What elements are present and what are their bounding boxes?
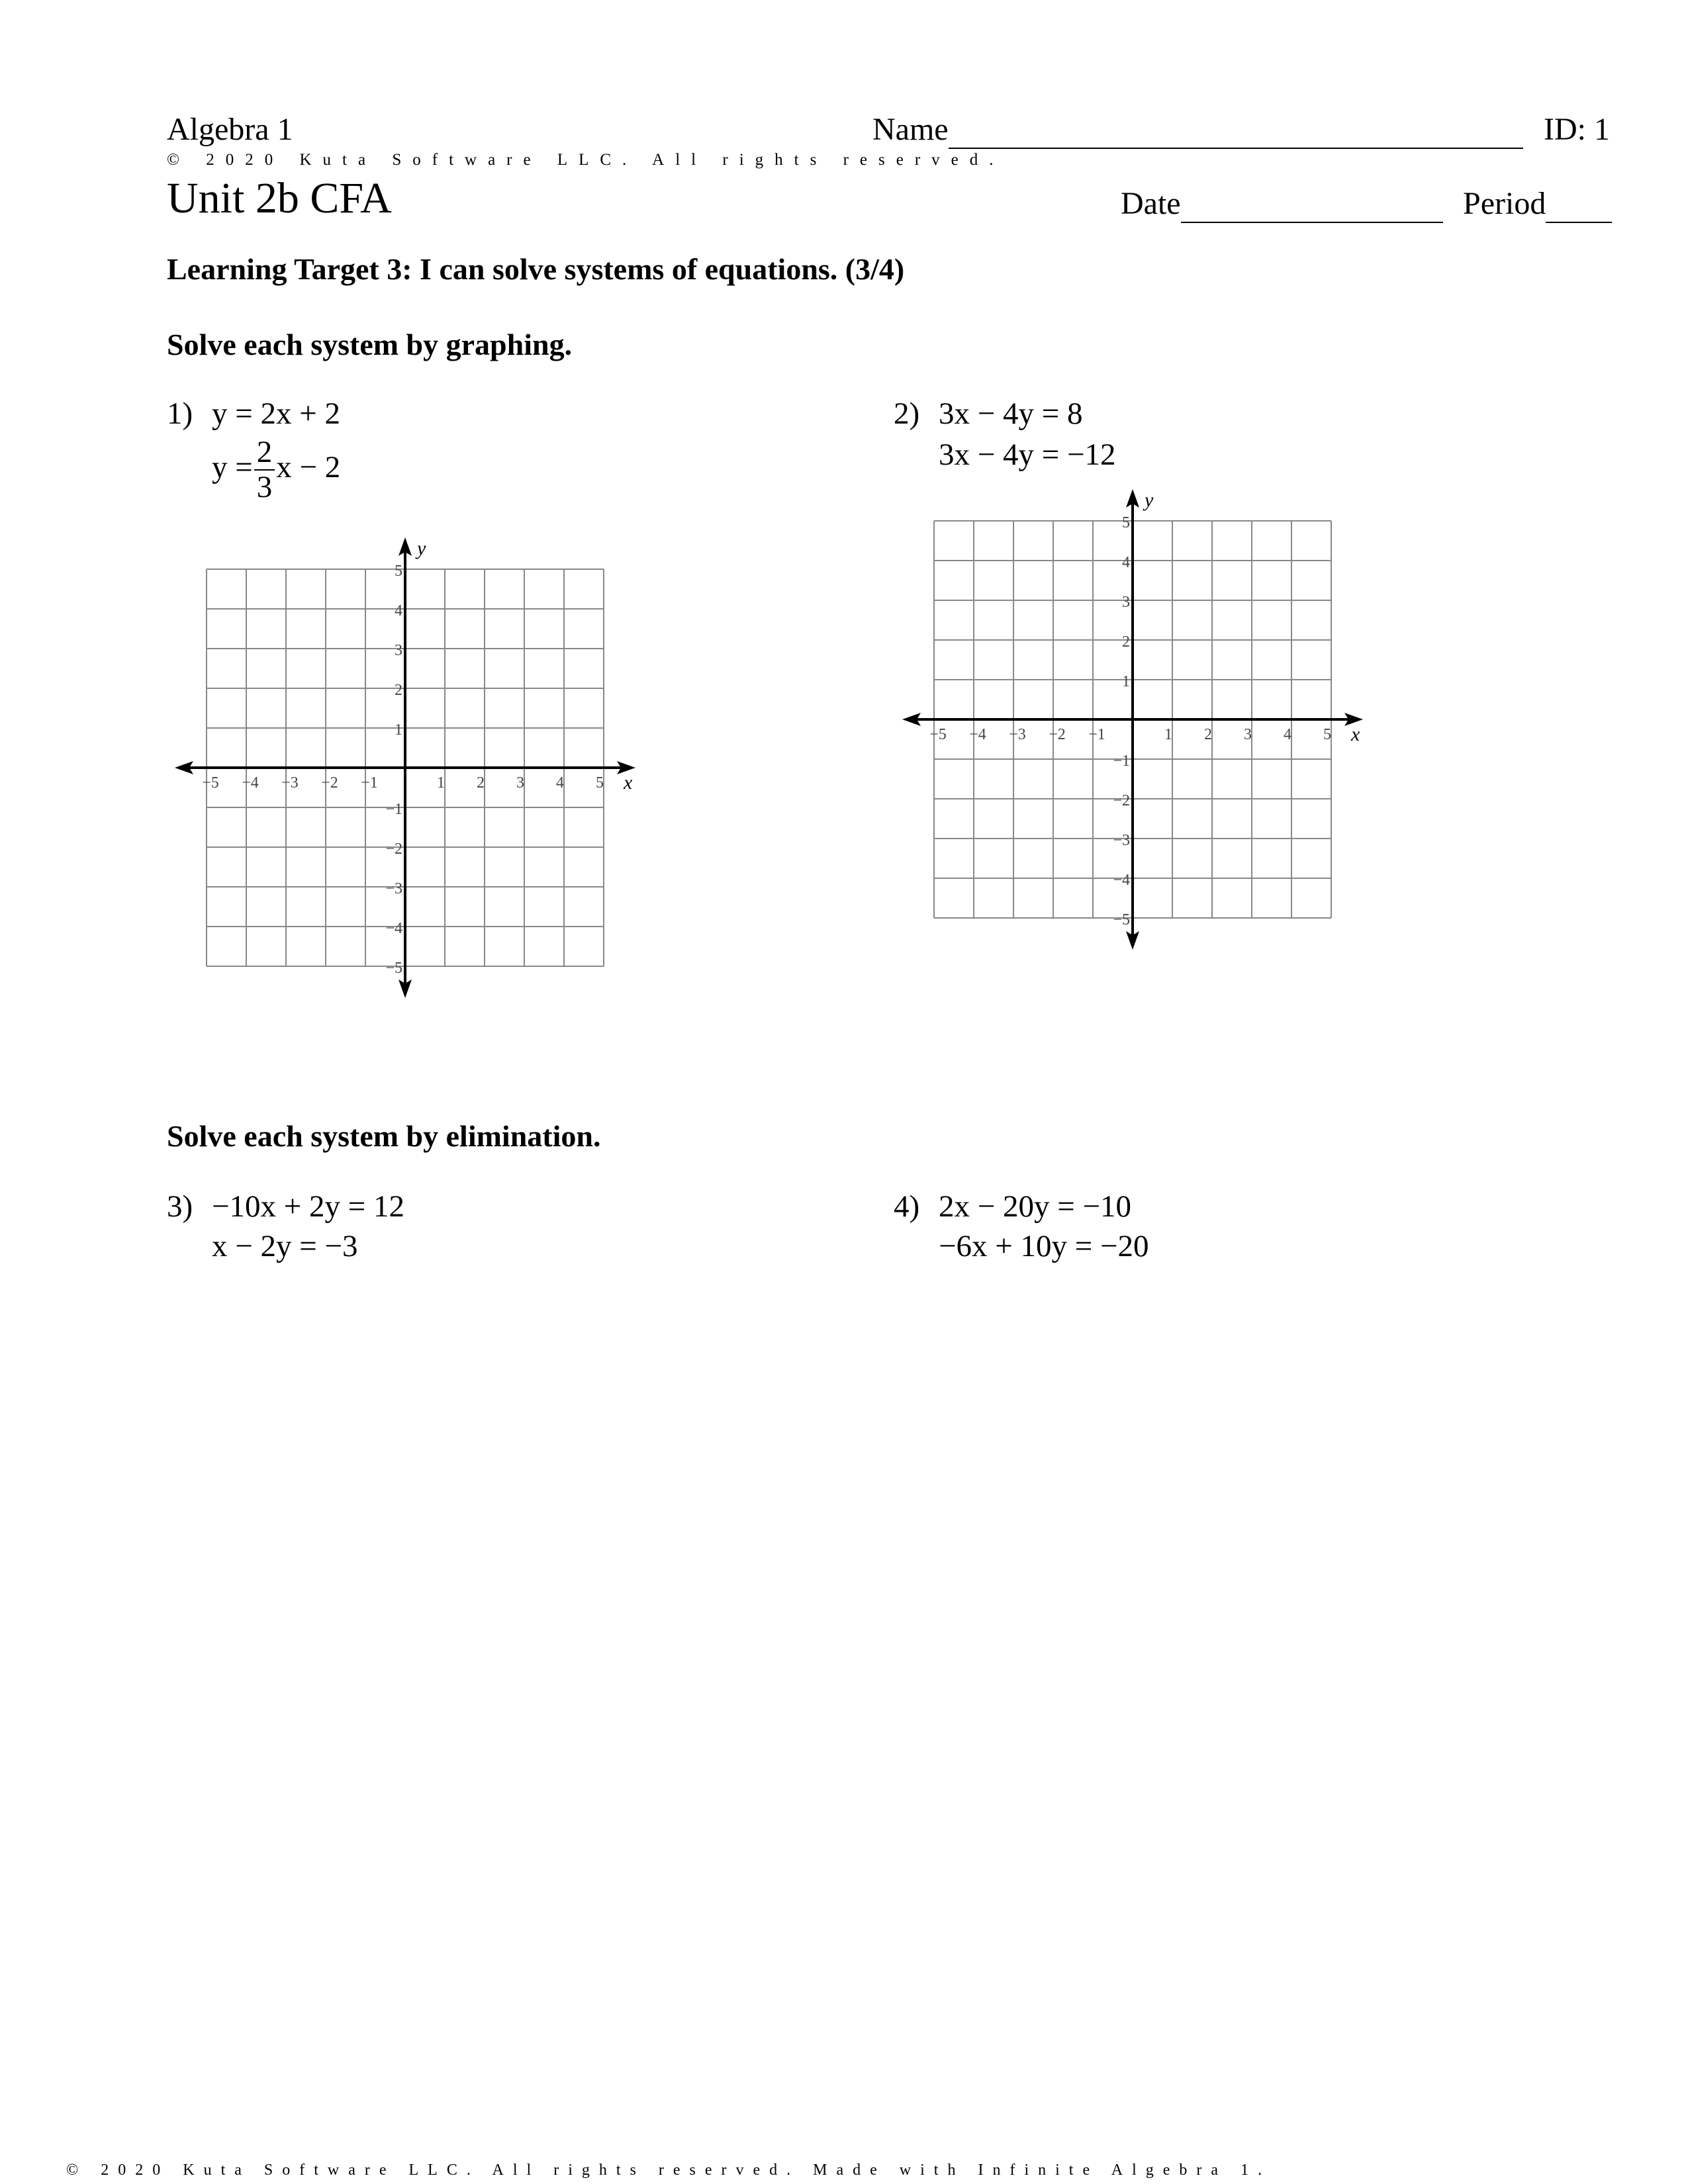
problem-1-eq2-rhs: x − 2 <box>276 449 341 484</box>
graph-1-y-tick-label: −5 <box>385 960 402 977</box>
learning-target: Learning Target 3: I can solve systems of equations. (3/4) <box>167 252 905 286</box>
problem-1-eq1: y = 2x + 2 <box>212 396 341 431</box>
problem-3-eq1: −10x + 2y = 12 <box>212 1189 405 1224</box>
graph-1-y-tick-label: −2 <box>385 841 402 858</box>
graph-2-x-tick-label: −5 <box>929 726 947 743</box>
graph-2-x-tick-label: 4 <box>1284 726 1291 743</box>
graph-2-x-tick-label: 5 <box>1323 726 1331 743</box>
graph-2-y-tick-label: −2 <box>1113 792 1130 809</box>
graph-2-x-tick-label: −2 <box>1049 726 1066 743</box>
graph-1-y-axis-label: y <box>417 537 426 559</box>
graph-1-x-tick-label: −1 <box>361 774 378 792</box>
graph-2-y-tick-label: −1 <box>1113 752 1130 770</box>
problem-1-eq2-lhs: y = <box>212 449 253 484</box>
graph-1-y-tick-label: 3 <box>395 642 402 659</box>
graph-2-y-tick-label: 2 <box>1122 633 1130 651</box>
graph-2-y-tick-label: −5 <box>1113 911 1130 929</box>
graph-1-x-tick-label: 2 <box>477 774 485 792</box>
problem-4-eq2: −6x + 10y = −20 <box>939 1229 1149 1263</box>
graph-2-y-tick-label: 3 <box>1122 594 1130 611</box>
graph-1-x-tick-label: 1 <box>437 774 445 792</box>
graph-2-y-tick-label: 1 <box>1122 673 1130 690</box>
problem-2-number: 2) <box>894 396 920 431</box>
graph-2-x-tick-label: −4 <box>969 726 986 743</box>
graph-1-x-tick-label: −4 <box>242 774 259 792</box>
problem-4-number: 4) <box>894 1189 920 1224</box>
graph-2-y-tick-label: 4 <box>1122 554 1130 571</box>
problem-2-eq1: 3x − 4y = 8 <box>939 396 1083 431</box>
date-label: Date <box>1121 186 1181 221</box>
graph-2-y-tick-label: −4 <box>1113 872 1130 889</box>
problem-4-eq1: 2x − 20y = −10 <box>939 1189 1132 1224</box>
section-graphing-heading: Solve each system by graphing. <box>167 328 573 361</box>
worksheet-title: Unit 2b CFA <box>167 174 392 222</box>
graph-1-x-tick-label: −3 <box>281 774 299 792</box>
graph-2-x-axis-label: x <box>1351 723 1360 745</box>
fraction-denominator: 3 <box>256 470 273 504</box>
graph-1-x-tick-label: 3 <box>516 774 524 792</box>
graph-2-x-tick-label: 1 <box>1164 726 1172 743</box>
graph-1-y-tick-label: 5 <box>395 563 402 580</box>
footer-copyright: © 2020 Kuta Software LLC. All rights reserved. Made with Infinite Algebra 1. <box>66 2161 1272 2179</box>
graph-1-x-tick-label: −5 <box>202 774 219 792</box>
graph-1-y-tick-label: 2 <box>395 682 402 699</box>
problem-2-eq2: 3x − 4y = −12 <box>939 437 1116 472</box>
problem-1-number: 1) <box>167 396 193 431</box>
graph-1-x-tick-label: 5 <box>596 774 604 792</box>
graph-2-y-tick-label: −3 <box>1113 832 1130 849</box>
section-elimination-heading: Solve each system by elimination. <box>167 1119 601 1153</box>
graph-1-y-tick-label: −4 <box>385 920 402 937</box>
graph-1-x-tick-label: −2 <box>321 774 338 792</box>
course-name: Algebra 1 <box>167 112 293 147</box>
graph-2-x-tick-label: 2 <box>1204 726 1212 743</box>
graph-1-y-tick-label: −3 <box>385 880 402 897</box>
problem-3-eq2: x − 2y = −3 <box>212 1229 358 1263</box>
graph-1-y-tick-label: 4 <box>395 602 402 619</box>
graph-2-x-tick-label: −3 <box>1009 726 1026 743</box>
graph-2-y-tick-label: 5 <box>1122 514 1130 531</box>
id-label: ID: 1 <box>1544 112 1610 147</box>
copyright-notice: © 2020 Kuta Software LLC. All rights reserved. <box>167 151 1005 169</box>
graph-1-x-axis-label: x <box>624 772 633 794</box>
graph-1-x-tick-label: 4 <box>556 774 564 792</box>
graph-1-y-tick-label: 1 <box>395 721 402 739</box>
period-label: Period <box>1463 186 1546 221</box>
fraction-numerator: 2 <box>254 437 275 471</box>
name-label: Name <box>872 112 949 147</box>
graph-1-y-tick-label: −1 <box>385 801 402 818</box>
graph-2-y-axis-label: y <box>1145 489 1154 511</box>
graph-2-x-tick-label: −1 <box>1088 726 1105 743</box>
problem-3-number: 3) <box>167 1189 193 1224</box>
graph-2-x-tick-label: 3 <box>1244 726 1252 743</box>
